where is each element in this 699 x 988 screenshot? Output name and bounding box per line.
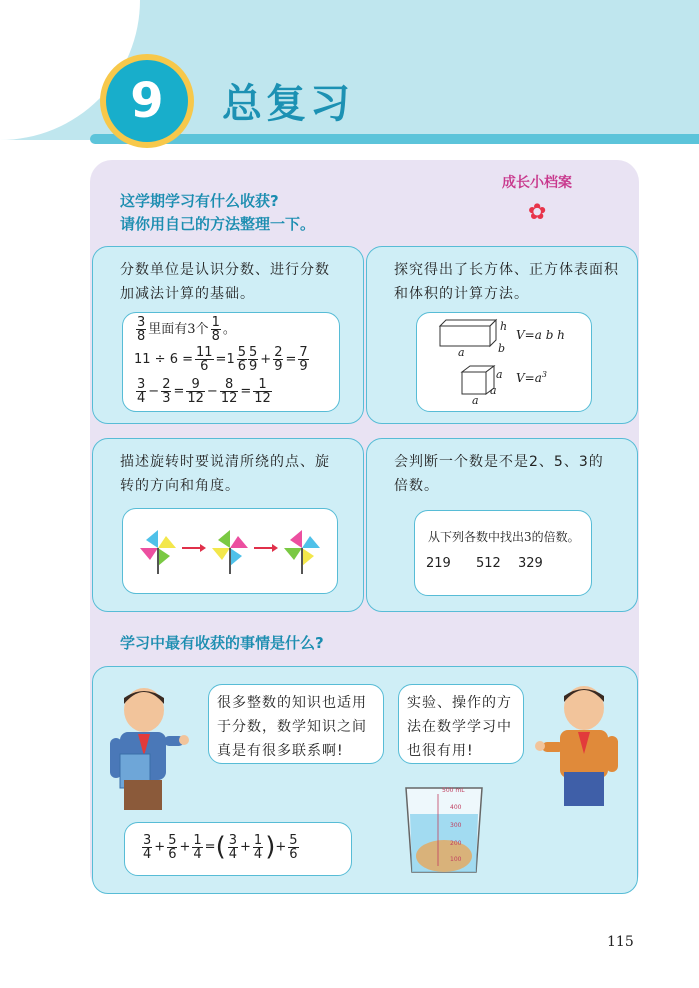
panel-fractions-line2: 加减法计算的基础。 [120,286,255,302]
panel-multiples-line1: 会判断一个数是不是2、5、3的 [394,454,604,470]
pinwheel-icon-1 [140,530,176,574]
flower-icon: ✿ [528,200,547,225]
intro-question-line2: 请你用自己的方法整理一下。 [120,215,316,233]
pinwheel-sequence [134,526,326,576]
number-512: 512 [476,556,501,571]
number-329: 329 [518,556,543,571]
panel-volume-line2: 和体积的计算方法。 [394,286,529,302]
cube-label-a-side: a [496,368,503,381]
number-219: 219 [426,556,451,571]
chapter-title: 总复习 [222,81,354,127]
pinwheel-icon-2 [212,530,248,574]
boy-right-illustration [534,682,626,810]
pinwheel-icon-3 [284,530,320,574]
panel-rotation-line2: 转的方向和角度。 [120,478,240,494]
beaker-mark-200: 200 [450,840,462,847]
growth-label: 成长小档案 [502,175,572,191]
cuboid-shape [440,320,496,346]
speech-bubble-right: 实验、操作的方 法在数学学习中 也很有用! [398,684,524,764]
speech-bubble-left: 很多整数的知识也适用 于分数，数学知识之间 真是有很多联系啊! [208,684,384,764]
beaker-label: 500 mL [442,787,465,794]
panel-rotation-text [120,450,330,498]
fraction-example-3: $\frac{5}{9}$ + $\frac{2}{9}$ = $\frac{7}{9}$ [249,345,308,374]
chapter-number: 9 [106,60,188,142]
multiples-task-box [414,510,592,596]
solids-diagram [430,314,510,408]
panel-fractions-line1: 分数单位是认识分数、进行分数 [120,262,330,278]
fraction-example-4: $\frac{3}{4}$ − $\frac{2}{3}$ = $\frac{9}{12}$ − $\frac{8}{12}$ = $\frac{1}{12}$ [137,377,271,406]
beaker-illustration [402,784,486,876]
beaker-mark-300: 300 [450,822,462,829]
panel-volume-line1: 探究得出了长方体、正方体表面积 [394,262,619,278]
beaker-mark-400: 400 [450,804,462,811]
cuboid-label-a: a [458,346,465,359]
panel-multiples-text [394,450,604,498]
multiples-task: 从下列各数中找出3的倍数。 [428,530,580,544]
cuboid-volume-formula: V=a b h [516,328,565,342]
panel-multiples-line2: 倍数。 [394,478,439,494]
cuboid-label-b: b [498,342,506,355]
panel-volume-text [394,258,619,306]
boy-left-illustration [106,684,190,814]
arrow-right-icon-1 [182,544,206,552]
panel-fractions-text [120,258,330,306]
cube-volume-formula: $V=a^3$ [516,370,547,385]
beaker-mark-100: 100 [450,856,462,863]
arrow-right-icon-2 [254,544,278,552]
intro-question-line1: 这学期学习有什么收获? [120,192,279,210]
reflection-question: 学习中最有收获的事情是什么? [120,634,324,652]
panel-rotation-line1: 描述旋转时要说清所绕的点、旋 [120,454,330,470]
header-underline [90,134,699,144]
intro-question [120,190,315,236]
cuboid-label-h: h [500,320,508,333]
page-number: 115 [607,934,634,950]
fraction-example-1: $\frac{3}{8}$ 里面有3个 $\frac{1}{8}$ 。 [137,315,236,344]
cube-label-a-depth: a [490,384,497,397]
cube-label-a-base: a [472,394,479,407]
fraction-equation: $\frac{3}{4}$ + $\frac{5}{6}$ + $\frac{1}{4}$ =( $\frac{3}{4}$ + $\frac{1}{4}$ )+ $\frac{5}{6}$ [143,832,298,862]
fraction-example-2: 11 ÷ 6 = $\frac{11}{6}$ =1 $\frac{5}{6}$ [134,345,247,374]
